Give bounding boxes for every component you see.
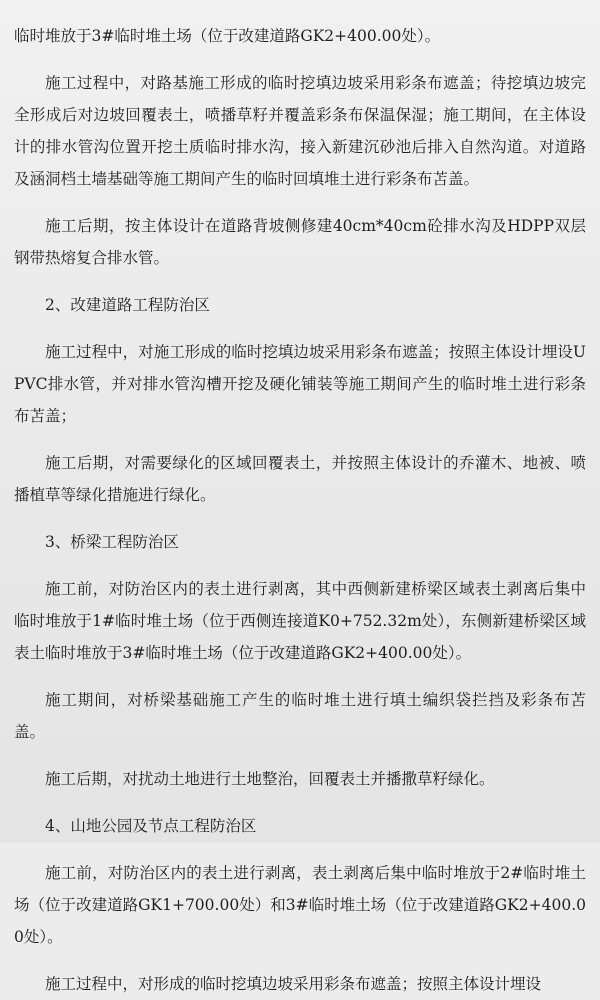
- paragraph-park-construction: 施工过程中，对形成的临时挖填边坡采用彩条布遮盖；按照主体设计埋设: [45, 975, 542, 993]
- paragraph-roadbed-construction: 施工过程中，对路基施工形成的临时挖填边坡采用彩条布遮盖；待挖填边坡完全形成后对边坡回覆表土，喷播草籽并覆盖彩条布保温保湿；施工期间，在主体设计的排水管沟位置开挖土质临时排水沟，接入新建沉砂池后排入自然沟道。对道路及涵洞档土墙基础等施工期间产生的临时回填堆土进行彩条布苫盖。: [14, 74, 586, 188]
- section-heading-road: 2、改建道路工程防治区: [45, 296, 210, 314]
- paragraph-continued: 临时堆放于3#临时堆土场（位于改建道路GK2+400.00处）。: [14, 27, 441, 45]
- paragraph-road-late-stage: 施工后期，对需要绿化的区域回覆表土，并按照主体设计的乔灌木、地被、喷播植草等绿化措施进行绿化。: [14, 454, 586, 504]
- paragraph-road-construction: 施工过程中，对施工形成的临时挖填边坡采用彩条布遮盖；按照主体设计埋设UPVC排水管，并对排水管沟槽开挖及硬化铺装等施工期间产生的临时堆土进行彩条布苫盖；: [14, 343, 586, 425]
- paragraph-park-pre-construction: 施工前，对防治区内的表土进行剥离，表土剥离后集中临时堆放于2#临时堆土场（位于改建道路GK1+700.00处）和3#临时堆土场（位于改建道路GK2+400.00处）。: [14, 864, 586, 946]
- paragraph-bridge-late-stage: 施工后期，对扰动土地进行土地整治，回覆表土并播撒草籽绿化。: [45, 770, 495, 788]
- section-heading-park: 4、山地公园及节点工程防治区: [45, 817, 257, 835]
- paragraph-bridge-pre-construction: 施工前，对防治区内的表土进行剥离，其中西侧新建桥梁区域表土剥离后集中临时堆放于1#临时堆土场（位于西侧连接道K0+752.32m处），东侧新建桥梁区域表土临时堆放于3#临时堆土场（位于改建道路GK2+400.00处）。: [14, 580, 586, 662]
- paragraph-roadbed-late-stage: 施工后期，按主体设计在道路背坡侧修建40cm*40cm砼排水沟及HDPP双层钢带热熔复合排水管。: [14, 217, 586, 267]
- paragraph-bridge-construction: 施工期间，对桥梁基础施工产生的临时堆土进行填土编织袋拦挡及彩条布苫盖。: [14, 691, 586, 741]
- section-heading-bridge: 3、桥梁工程防治区: [45, 533, 179, 551]
